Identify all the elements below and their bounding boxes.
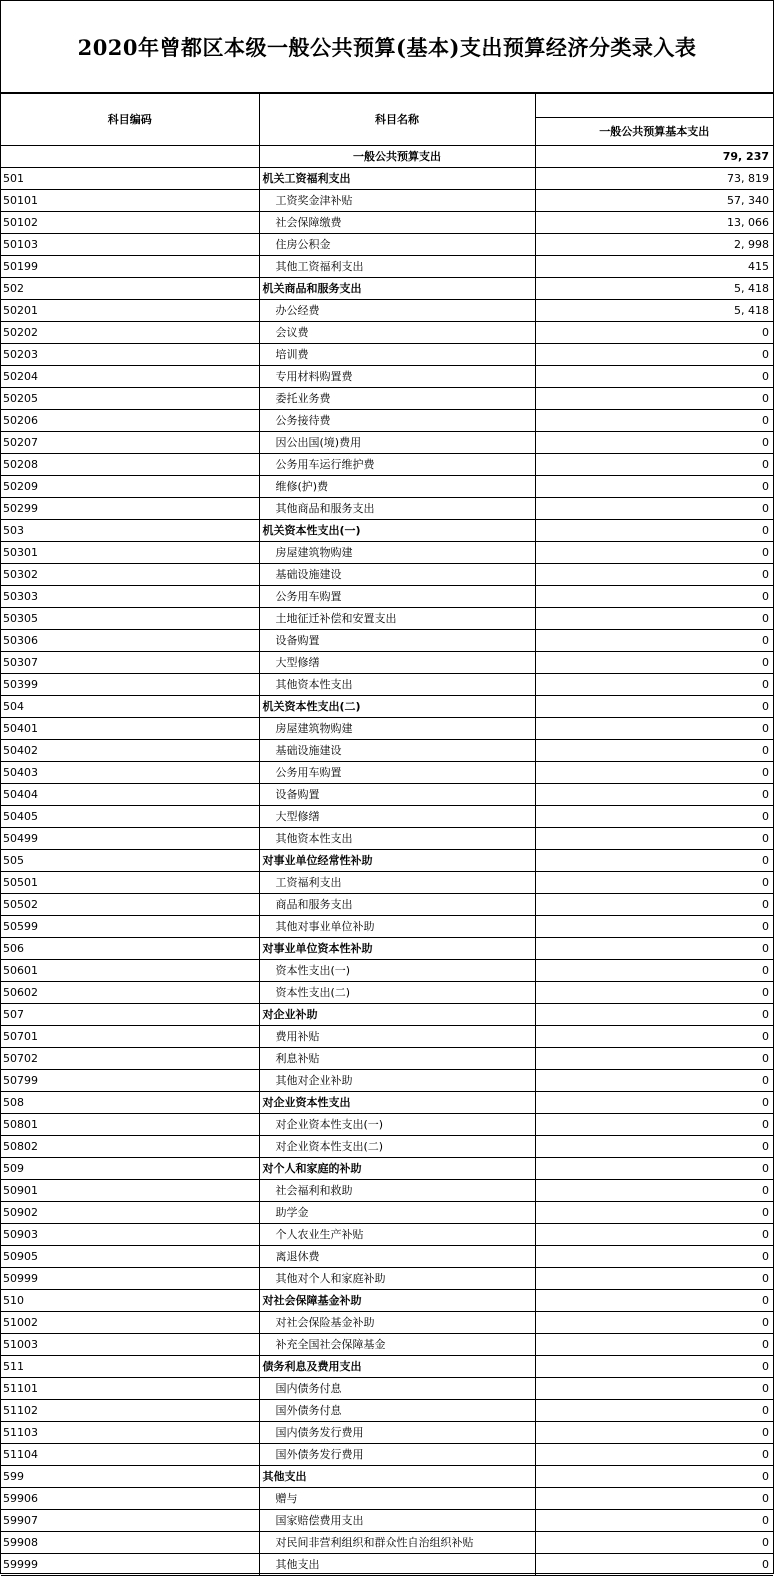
row-code: 50702 xyxy=(1,1048,259,1070)
row-amount: 0 xyxy=(535,454,773,476)
row-code: 50905 xyxy=(1,1246,259,1268)
row-code: 50405 xyxy=(1,806,259,828)
table-row xyxy=(1,1444,773,1466)
row-name: 对企业资本性支出(一) xyxy=(259,1114,535,1136)
row-name: 对事业单位资本性补助 xyxy=(259,938,535,960)
table-row xyxy=(1,894,773,916)
table-row xyxy=(1,1268,773,1290)
table-row xyxy=(1,520,773,542)
table-row xyxy=(1,1070,773,1092)
table-row xyxy=(1,828,773,850)
table-row xyxy=(1,1422,773,1444)
row-code: 501 xyxy=(1,168,259,190)
row-amount: 0 xyxy=(535,1246,773,1268)
row-name: 其他对个人和家庭补助 xyxy=(259,1268,535,1290)
row-amount: 0 xyxy=(535,762,773,784)
row-amount: 0 xyxy=(535,1026,773,1048)
row-code: 50102 xyxy=(1,212,259,234)
row-code: 50602 xyxy=(1,982,259,1004)
row-code: 59906 xyxy=(1,1488,259,1510)
table-row xyxy=(1,1334,773,1356)
row-name: 资本性支出(二) xyxy=(259,982,535,1004)
row-code: 50305 xyxy=(1,608,259,630)
row-code: 50999 xyxy=(1,1268,259,1290)
row-amount: 0 xyxy=(535,1224,773,1246)
row-name: 公务用车购置 xyxy=(259,586,535,608)
row-amount: 0 xyxy=(535,1092,773,1114)
row-amount: 0 xyxy=(535,850,773,872)
row-code: 506 xyxy=(1,938,259,960)
row-name: 住房公积金 xyxy=(259,234,535,256)
row-name: 赠与 xyxy=(259,1488,535,1510)
row-name: 利息补贴 xyxy=(259,1048,535,1070)
row-amount: 0 xyxy=(535,740,773,762)
row-name: 个人农业生产补贴 xyxy=(259,1224,535,1246)
table-row xyxy=(1,454,773,476)
row-code: 507 xyxy=(1,1004,259,1026)
table-row xyxy=(1,190,773,212)
table-row xyxy=(1,1466,773,1488)
row-amount: 0 xyxy=(535,718,773,740)
table-row xyxy=(1,960,773,982)
row-name: 公务接待费 xyxy=(259,410,535,432)
row-amount: 0 xyxy=(535,1378,773,1400)
header-amount-spacer xyxy=(535,94,773,118)
row-name: 其他工资福利支出 xyxy=(259,256,535,278)
table-row xyxy=(1,564,773,586)
row-amount: 0 xyxy=(535,1488,773,1510)
row-amount: 0 xyxy=(535,894,773,916)
row-code: 50299 xyxy=(1,498,259,520)
table-row xyxy=(1,1356,773,1378)
row-code: 50902 xyxy=(1,1202,259,1224)
row-amount: 0 xyxy=(535,564,773,586)
table-row xyxy=(1,1026,773,1048)
row-code: 50203 xyxy=(1,344,259,366)
row-amount: 0 xyxy=(535,938,773,960)
row-amount: 0 xyxy=(535,1048,773,1070)
row-amount: 0 xyxy=(535,828,773,850)
row-amount: 0 xyxy=(535,476,773,498)
table-row xyxy=(1,234,773,256)
row-amount: 415 xyxy=(535,256,773,278)
row-amount: 0 xyxy=(535,410,773,432)
table-row xyxy=(1,850,773,872)
row-code: 59908 xyxy=(1,1532,259,1554)
table-row xyxy=(1,168,773,190)
row-code: 50903 xyxy=(1,1224,259,1246)
row-name: 其他支出 xyxy=(259,1554,535,1576)
row-name: 助学金 xyxy=(259,1202,535,1224)
table-row xyxy=(1,1048,773,1070)
row-code: 50103 xyxy=(1,234,259,256)
row-amount: 0 xyxy=(535,982,773,1004)
row-code: 502 xyxy=(1,278,259,300)
row-amount: 0 xyxy=(535,960,773,982)
table-row xyxy=(1,1092,773,1114)
table-row xyxy=(1,322,773,344)
row-amount: 0 xyxy=(535,1400,773,1422)
table-row xyxy=(1,652,773,674)
row-name: 对社会保障基金补助 xyxy=(259,1290,535,1312)
row-code: 59999 xyxy=(1,1554,259,1576)
row-code: 50801 xyxy=(1,1114,259,1136)
table-row xyxy=(1,1180,773,1202)
row-amount: 5, 418 xyxy=(535,300,773,322)
row-name: 其他对企业补助 xyxy=(259,1070,535,1092)
row-name: 国内债务发行费用 xyxy=(259,1422,535,1444)
row-name: 大型修缮 xyxy=(259,652,535,674)
table-row xyxy=(1,1136,773,1158)
row-amount: 0 xyxy=(535,498,773,520)
row-name: 对企业补助 xyxy=(259,1004,535,1026)
table-row xyxy=(1,696,773,718)
table-row xyxy=(1,806,773,828)
table-row xyxy=(1,1488,773,1510)
row-code: 50403 xyxy=(1,762,259,784)
row-code: 50404 xyxy=(1,784,259,806)
row-name: 其他资本性支出 xyxy=(259,828,535,850)
row-code: 50402 xyxy=(1,740,259,762)
row-amount: 0 xyxy=(535,1422,773,1444)
row-code: 50401 xyxy=(1,718,259,740)
row-code: 50202 xyxy=(1,322,259,344)
row-amount: 0 xyxy=(535,674,773,696)
table-body xyxy=(1,94,773,1576)
row-amount: 0 xyxy=(535,1180,773,1202)
row-code: 51101 xyxy=(1,1378,259,1400)
row-code: 50601 xyxy=(1,960,259,982)
row-name: 机关工资福利支出 xyxy=(259,168,535,190)
row-name: 补充全国社会保障基金 xyxy=(259,1334,535,1356)
header-name: 科目名称 xyxy=(259,94,535,146)
row-code: 505 xyxy=(1,850,259,872)
table-row xyxy=(1,1378,773,1400)
row-name: 其他支出 xyxy=(259,1466,535,1488)
budget-table xyxy=(1,93,773,1576)
row-name: 培训费 xyxy=(259,344,535,366)
table-row xyxy=(1,630,773,652)
row-amount: 0 xyxy=(535,1532,773,1554)
row-name: 其他商品和服务支出 xyxy=(259,498,535,520)
row-code: 50701 xyxy=(1,1026,259,1048)
table-row xyxy=(1,344,773,366)
header-row-1 xyxy=(1,94,773,118)
row-amount: 0 xyxy=(535,1356,773,1378)
table-row xyxy=(1,608,773,630)
row-name: 国内债务付息 xyxy=(259,1378,535,1400)
total-row xyxy=(1,146,773,168)
row-name: 对社会保险基金补助 xyxy=(259,1312,535,1334)
row-amount: 0 xyxy=(535,1334,773,1356)
table-row xyxy=(1,1510,773,1532)
table-row xyxy=(1,586,773,608)
total-name: 一般公共预算支出 xyxy=(259,146,535,168)
row-amount: 0 xyxy=(535,1268,773,1290)
row-amount: 0 xyxy=(535,652,773,674)
row-code: 511 xyxy=(1,1356,259,1378)
row-amount: 0 xyxy=(535,1312,773,1334)
row-code: 50207 xyxy=(1,432,259,454)
row-amount: 0 xyxy=(535,1554,773,1576)
row-code: 50206 xyxy=(1,410,259,432)
row-name: 基础设施建设 xyxy=(259,740,535,762)
row-amount: 0 xyxy=(535,542,773,564)
row-code: 50499 xyxy=(1,828,259,850)
row-name: 专用材料购置费 xyxy=(259,366,535,388)
table-row xyxy=(1,718,773,740)
row-name: 国外债务付息 xyxy=(259,1400,535,1422)
row-name: 机关资本性支出(一) xyxy=(259,520,535,542)
row-amount: 0 xyxy=(535,916,773,938)
row-code: 599 xyxy=(1,1466,259,1488)
row-code: 50209 xyxy=(1,476,259,498)
table-row xyxy=(1,1400,773,1422)
row-name: 机关资本性支出(二) xyxy=(259,696,535,718)
total-code xyxy=(1,146,259,168)
row-amount: 0 xyxy=(535,872,773,894)
row-amount: 0 xyxy=(535,388,773,410)
row-code: 50802 xyxy=(1,1136,259,1158)
row-name: 委托业务费 xyxy=(259,388,535,410)
row-amount: 2, 998 xyxy=(535,234,773,256)
row-amount: 0 xyxy=(535,1158,773,1180)
header-code: 科目编码 xyxy=(1,94,259,146)
row-code: 50101 xyxy=(1,190,259,212)
row-amount: 0 xyxy=(535,344,773,366)
row-amount: 0 xyxy=(535,784,773,806)
row-code: 50302 xyxy=(1,564,259,586)
row-name: 债务利息及费用支出 xyxy=(259,1356,535,1378)
table-row xyxy=(1,212,773,234)
row-name: 工资福利支出 xyxy=(259,872,535,894)
row-name: 房屋建筑物购建 xyxy=(259,718,535,740)
table-row xyxy=(1,762,773,784)
row-amount: 0 xyxy=(535,586,773,608)
row-name: 对个人和家庭的补助 xyxy=(259,1158,535,1180)
table-row xyxy=(1,498,773,520)
row-code: 51003 xyxy=(1,1334,259,1356)
table-row xyxy=(1,432,773,454)
header-amount: 一般公共预算基本支出 xyxy=(535,118,773,146)
row-code: 50799 xyxy=(1,1070,259,1092)
table-row xyxy=(1,740,773,762)
row-code: 51102 xyxy=(1,1400,259,1422)
row-name: 社会福利和救助 xyxy=(259,1180,535,1202)
table-row xyxy=(1,476,773,498)
row-code: 51104 xyxy=(1,1444,259,1466)
row-name: 因公出国(境)费用 xyxy=(259,432,535,454)
row-name: 对民间非营利组织和群众性自治组织补贴 xyxy=(259,1532,535,1554)
row-name: 办公经费 xyxy=(259,300,535,322)
row-code: 50205 xyxy=(1,388,259,410)
table-row xyxy=(1,784,773,806)
table-row xyxy=(1,366,773,388)
row-name: 基础设施建设 xyxy=(259,564,535,586)
table-row xyxy=(1,674,773,696)
row-amount: 0 xyxy=(535,1114,773,1136)
row-amount: 0 xyxy=(535,1070,773,1092)
row-code: 50502 xyxy=(1,894,259,916)
table-row xyxy=(1,1202,773,1224)
row-code: 510 xyxy=(1,1290,259,1312)
row-amount: 57, 340 xyxy=(535,190,773,212)
row-name: 对企业资本性支出(二) xyxy=(259,1136,535,1158)
row-amount: 0 xyxy=(535,630,773,652)
table-row xyxy=(1,982,773,1004)
row-amount: 0 xyxy=(535,1202,773,1224)
row-code: 50201 xyxy=(1,300,259,322)
row-name: 其他资本性支出 xyxy=(259,674,535,696)
row-amount: 13, 066 xyxy=(535,212,773,234)
row-name: 公务用车运行维护费 xyxy=(259,454,535,476)
row-code: 51103 xyxy=(1,1422,259,1444)
row-code: 503 xyxy=(1,520,259,542)
table-row xyxy=(1,278,773,300)
row-amount: 0 xyxy=(535,432,773,454)
row-name: 土地征迁补偿和安置支出 xyxy=(259,608,535,630)
row-amount: 0 xyxy=(535,1290,773,1312)
row-amount: 0 xyxy=(535,806,773,828)
row-name: 国家赔偿费用支出 xyxy=(259,1510,535,1532)
row-code: 508 xyxy=(1,1092,259,1114)
row-amount: 0 xyxy=(535,696,773,718)
table-row xyxy=(1,1114,773,1136)
row-amount: 0 xyxy=(535,1136,773,1158)
row-code: 509 xyxy=(1,1158,259,1180)
row-code: 50306 xyxy=(1,630,259,652)
table-row xyxy=(1,1290,773,1312)
row-name: 维修(护)费 xyxy=(259,476,535,498)
row-name: 工资奖金津补贴 xyxy=(259,190,535,212)
row-amount: 0 xyxy=(535,608,773,630)
table-row xyxy=(1,1312,773,1334)
table-row xyxy=(1,256,773,278)
row-code: 504 xyxy=(1,696,259,718)
row-amount: 0 xyxy=(535,1466,773,1488)
row-name: 房屋建筑物购建 xyxy=(259,542,535,564)
row-code: 50208 xyxy=(1,454,259,476)
row-name: 机关商品和服务支出 xyxy=(259,278,535,300)
table-row xyxy=(1,1004,773,1026)
row-amount: 0 xyxy=(535,1444,773,1466)
table-row xyxy=(1,872,773,894)
row-code: 50501 xyxy=(1,872,259,894)
row-amount: 0 xyxy=(535,366,773,388)
row-code: 50199 xyxy=(1,256,259,278)
row-code: 51002 xyxy=(1,1312,259,1334)
table-row xyxy=(1,410,773,432)
page-title: 2020年曾都区本级一般公共预算(基本)支出预算经济分类录入表 xyxy=(77,34,697,60)
row-code: 50204 xyxy=(1,366,259,388)
row-code: 50901 xyxy=(1,1180,259,1202)
row-name: 离退休费 xyxy=(259,1246,535,1268)
row-name: 对企业资本性支出 xyxy=(259,1092,535,1114)
title-box xyxy=(1,1,773,93)
table-row xyxy=(1,388,773,410)
row-name: 公务用车购置 xyxy=(259,762,535,784)
row-name: 会议费 xyxy=(259,322,535,344)
row-amount: 73, 819 xyxy=(535,168,773,190)
row-name: 其他对事业单位补助 xyxy=(259,916,535,938)
row-code: 50301 xyxy=(1,542,259,564)
row-code: 59907 xyxy=(1,1510,259,1532)
table-row xyxy=(1,916,773,938)
row-name: 设备购置 xyxy=(259,784,535,806)
table-row xyxy=(1,300,773,322)
row-amount: 0 xyxy=(535,1004,773,1026)
table-row xyxy=(1,1246,773,1268)
row-name: 资本性支出(一) xyxy=(259,960,535,982)
row-amount: 5, 418 xyxy=(535,278,773,300)
row-name: 设备购置 xyxy=(259,630,535,652)
row-name: 商品和服务支出 xyxy=(259,894,535,916)
row-name: 对事业单位经常性补助 xyxy=(259,850,535,872)
row-code: 50599 xyxy=(1,916,259,938)
row-amount: 0 xyxy=(535,520,773,542)
row-name: 费用补贴 xyxy=(259,1026,535,1048)
row-code: 50399 xyxy=(1,674,259,696)
row-code: 50307 xyxy=(1,652,259,674)
table-row xyxy=(1,1224,773,1246)
table-row xyxy=(1,1158,773,1180)
table-row xyxy=(1,542,773,564)
row-amount: 0 xyxy=(535,1510,773,1532)
table-row xyxy=(1,1532,773,1554)
row-code: 50303 xyxy=(1,586,259,608)
total-amount: 79, 237 xyxy=(535,146,773,168)
row-amount: 0 xyxy=(535,322,773,344)
row-name: 国外债务发行费用 xyxy=(259,1444,535,1466)
table-row xyxy=(1,938,773,960)
table-row xyxy=(1,1554,773,1576)
row-name: 社会保障缴费 xyxy=(259,212,535,234)
row-name: 大型修缮 xyxy=(259,806,535,828)
